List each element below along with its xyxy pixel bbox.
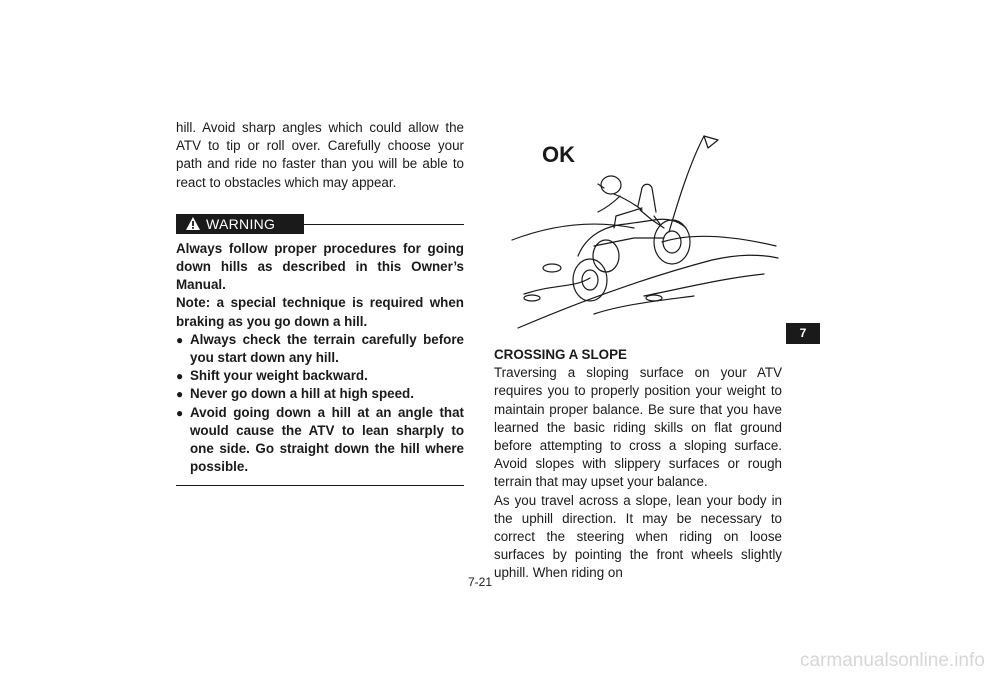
warning-rule <box>304 224 464 225</box>
chapter-tab: 7 <box>786 323 820 344</box>
bullet-text: Shift your weight backward. <box>190 368 368 384</box>
bullet-icon: ● <box>176 387 184 402</box>
watermark: carmanualsonline.info <box>800 650 985 671</box>
page-number: 7-21 <box>467 575 493 589</box>
bullet-text: Always check the terrain carefully before you start down any hill. <box>190 331 464 366</box>
warning-badge <box>176 214 304 234</box>
warning-header <box>176 214 464 234</box>
ok-label: OK <box>542 142 575 167</box>
warning-triangle-icon <box>185 216 201 231</box>
warning-line-2: Note: a special technique is required when braking as you go down a hill. <box>176 295 464 329</box>
warning-bullet <box>176 385 464 403</box>
paragraph-1: Traversing a sloping surface on your ATV requires you to properly position your weight to maintain proper balance. Be sure that you have learned the basic riding skills on flat ground before attempting to cross a sloping surface. Avoid slopes with slippery surfaces or rough terrain that may upset your balance. <box>494 365 782 490</box>
atv-slope-illustration <box>494 128 784 338</box>
bullet-icon: ● <box>176 369 184 384</box>
bullet-text: Avoid going down a hill at an angle that would cause the ATV to lean sharply to one side. Go straight down the hill where possible. <box>190 404 464 475</box>
warning-line-1: Always follow proper procedures for going down hills as described in this Owner’s Manual. <box>176 240 464 293</box>
section-heading: CROSSING A SLOPE <box>494 347 627 362</box>
warning-bullet <box>176 404 464 477</box>
bullet-text: Never go down a hill at high speed. <box>190 386 414 402</box>
bullet-icon: ● <box>176 405 184 420</box>
left-column <box>176 119 464 486</box>
paragraph-2: As you travel across a slope, lean your body in the uphill direction. It may be necessary to correct the steering when riding on loose surfaces by pointing the front wheels slightly uphill. When riding on <box>494 492 782 581</box>
warning-label: WARNING <box>206 215 276 232</box>
bullet-icon: ● <box>176 332 184 347</box>
right-column <box>494 346 782 583</box>
warning-end-rule <box>176 485 464 486</box>
warning-bullet <box>176 331 464 367</box>
intro-paragraph: hill. Avoid sharp angles which could allow the ATV to tip or roll over. Carefully choose your path and ride no faster than you will be able to react to obstacles which may appear. <box>176 120 464 190</box>
warning-bullet <box>176 367 464 385</box>
